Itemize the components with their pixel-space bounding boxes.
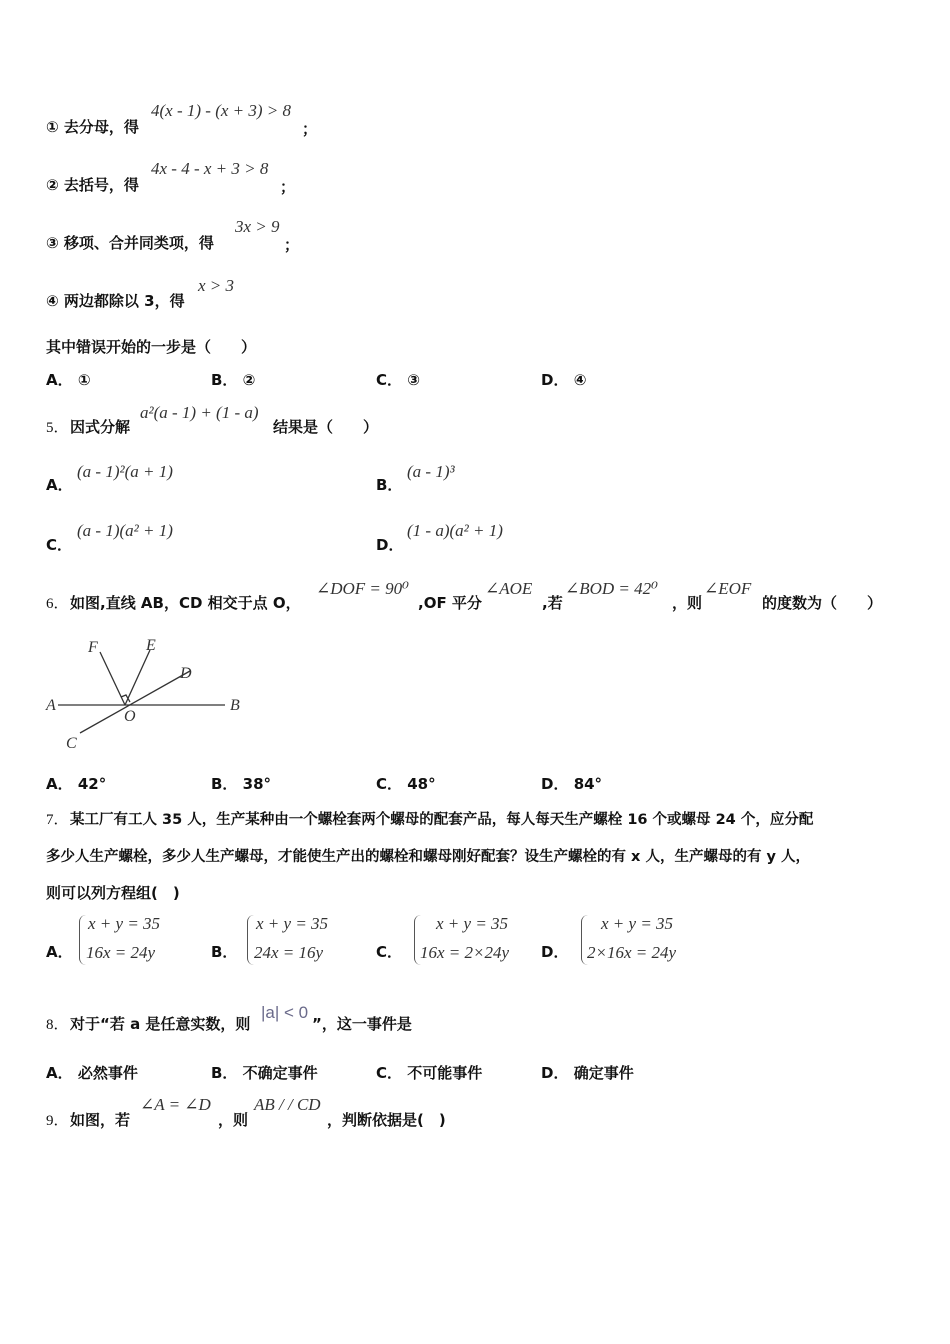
q6-text-2: ,OF 平分 [418, 594, 482, 612]
q8-option-d[interactable]: D． 确定事件 [541, 1064, 634, 1082]
q8-prefix: 对于“若 a 是任意实数，则 [70, 1015, 251, 1033]
q7-option-c-key[interactable]: C． [376, 943, 403, 961]
q8-option-a[interactable]: A． 必然事件 [46, 1064, 138, 1082]
step-3-end: ； [284, 236, 300, 254]
q7-option-d-eq2: 2×16x = 24y [587, 943, 677, 962]
q4-option-a[interactable]: A． ① [46, 371, 91, 389]
label-d: D [180, 665, 192, 682]
q6-option-b[interactable]: B． 38° [211, 775, 272, 793]
q7-option-d-eq1: x + y = 35 [601, 914, 674, 933]
q9-suffix: ，判断依据是( ) [327, 1111, 446, 1129]
q4-option-b[interactable]: B． ② [211, 371, 256, 389]
q5-option-b-formula: (a - 1)³ [407, 462, 455, 481]
label-c: C [66, 735, 77, 752]
q6-number: 6． [46, 596, 69, 612]
q7-option-a-eq1: x + y = 35 [88, 914, 161, 933]
q5-number: 5． [46, 420, 69, 436]
q9-prefix: 如图，若 [70, 1111, 131, 1129]
q4-question: 其中错误开始的一步是（ ） [46, 338, 257, 356]
q7-option-b-key[interactable]: B． [211, 943, 238, 961]
q5-option-d-key[interactable]: D． [376, 536, 404, 554]
step-2-formula: 4x - 4 - x + 3 > 8 [151, 159, 269, 178]
q7-option-a-key[interactable]: A． [46, 943, 73, 961]
q7-option-a-brace [79, 915, 86, 965]
q6-text-3: ,若 [542, 594, 563, 612]
step-1-formula: 4(x - 1) - (x + 3) > 8 [151, 101, 292, 120]
q5-option-a-formula: (a - 1)²(a + 1) [77, 462, 173, 481]
q7-option-b-brace [247, 915, 254, 965]
q7-line-2: 多少人生产螺栓，多少人生产螺母，才能使生产出的螺栓和螺母刚好配套？设生产螺栓的有 x 人，生产螺母的有 y 人， [46, 849, 810, 865]
step-1-label: ① 去分母，得 [46, 118, 139, 136]
q5-option-c-key[interactable]: C． [46, 536, 73, 554]
q7-line-1: 某工厂有工人 35 人，生产某种由一个螺栓套两个螺母的配套产品，每人每天生产螺栓 16 个或螺母 24 个，应分配 [70, 812, 814, 828]
q5-prefix: 因式分解 [70, 418, 131, 436]
q4-option-c[interactable]: C． ③ [376, 371, 420, 389]
q8-suffix: ”，这一事件是 [312, 1015, 412, 1033]
q6-text-4: ，则 [672, 594, 703, 612]
q5-suffix: 结果是（ ） [273, 418, 379, 436]
q4-option-d[interactable]: D． ④ [541, 371, 587, 389]
label-b: B [230, 697, 240, 714]
q5-option-d-formula: (1 - a)(a² + 1) [407, 521, 503, 540]
q7-option-c-eq1: x + y = 35 [436, 914, 509, 933]
q9-number: 9． [46, 1113, 69, 1129]
q8-option-c[interactable]: C． 不可能事件 [376, 1064, 483, 1082]
step-4-label: ④ 两边都除以 3，得 [46, 292, 185, 310]
ray-oe [125, 650, 150, 705]
q9-mid: ，则 [218, 1111, 249, 1129]
label-e: E [146, 637, 156, 654]
q6-formula-eof: ∠EOF [704, 579, 752, 598]
q6-figure [40, 628, 260, 758]
q8-formula: |a| < 0 [261, 1003, 309, 1022]
step-3-formula: 3x > 9 [235, 217, 280, 236]
step-3-label: ③ 移项、合并同类项，得 [46, 234, 214, 252]
q7-line-3: 则可以列方程组( ) [46, 884, 180, 902]
q7-number: 7． [46, 812, 69, 828]
q6-option-d[interactable]: D． 84° [541, 775, 603, 793]
q6-text-1: 如图,直线 AB，CD 相交于点 O， [70, 594, 301, 612]
q7-option-a-eq2: 16x = 24y [86, 943, 156, 962]
step-2-label: ② 去括号，得 [46, 176, 139, 194]
q5-option-c-formula: (a - 1)(a² + 1) [77, 521, 173, 540]
q8-number: 8． [46, 1017, 69, 1033]
q5-option-b-key[interactable]: B． [376, 476, 403, 494]
step-2-end: ； [280, 178, 296, 196]
q9-formula-angles: ∠A = ∠D [140, 1095, 211, 1114]
q9-formula-parallel: AB / / CD [254, 1095, 321, 1114]
q7-option-b-eq1: x + y = 35 [256, 914, 329, 933]
q6-text-5: 的度数为（ ） [762, 594, 883, 612]
step-4-formula: x > 3 [198, 276, 235, 295]
step-1-end: ； [302, 120, 318, 138]
q7-option-b-eq2: 24x = 16y [254, 943, 324, 962]
q5-option-a-key[interactable]: A． [46, 476, 73, 494]
label-o: O [124, 708, 136, 725]
q7-option-d-key[interactable]: D． [541, 943, 569, 961]
q6-option-c[interactable]: C． 48° [376, 775, 436, 793]
label-f: F [88, 639, 98, 656]
q6-formula-bod: ∠BOD = 42⁰ [565, 579, 658, 598]
q5-formula: a²(a - 1) + (1 - a) [140, 403, 259, 422]
q8-option-b[interactable]: B． 不确定事件 [211, 1064, 318, 1082]
q6-formula-aoe: ∠AOE [485, 579, 533, 598]
q6-formula-dof: ∠DOF = 90⁰ [316, 579, 409, 598]
q7-option-c-eq2: 16x = 2×24y [420, 943, 510, 962]
q6-option-a[interactable]: A． 42° [46, 775, 107, 793]
label-a: A [46, 697, 56, 714]
